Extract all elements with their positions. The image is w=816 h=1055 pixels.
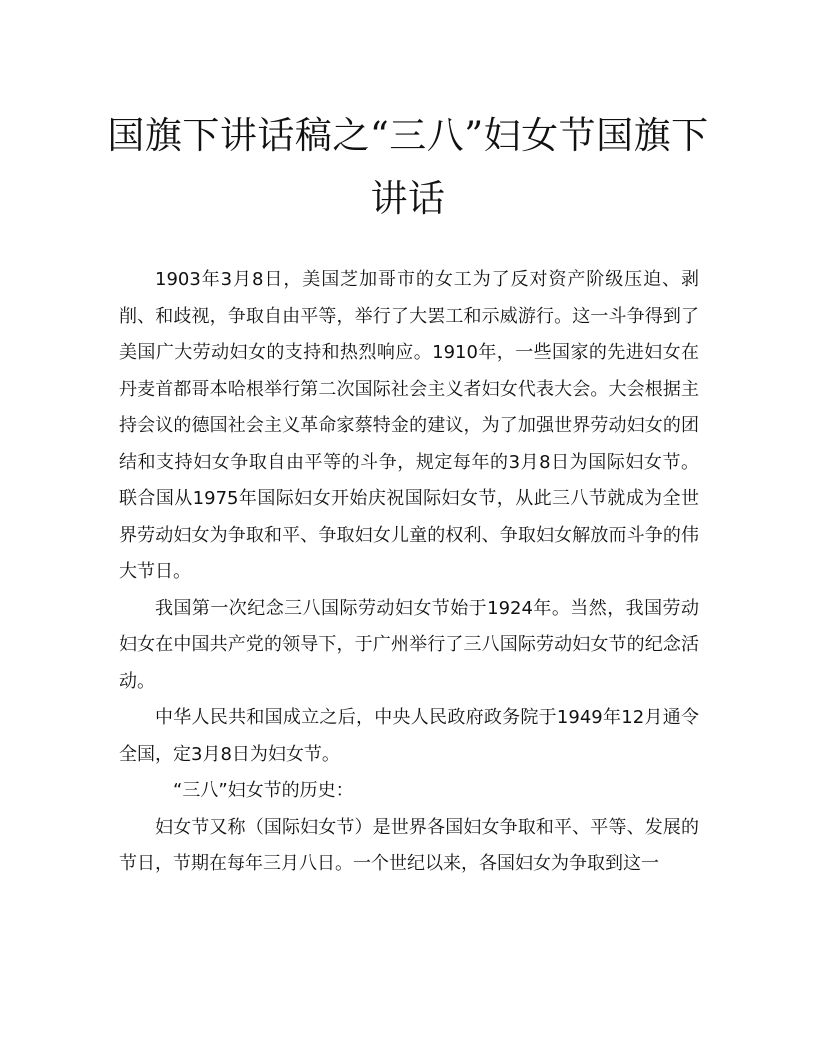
paragraph-origin: 1903年3月8日，美国芝加哥市的女工为了反对资产阶级压迫、剥削、和歧视，争取自由平等，举行了大罢工和示威游行。这一斗争得到了美国广大劳动妇女的支持和热烈响应。1910年，一些国家的先进妇女在丹麦首都哥本哈根举行第二次国际社会主义者妇女代表大会。大会根据主持会议的德国社会主义革命家蔡特金的建议，为了加强世界劳动妇女的团结和支持妇女争取自由平等的斗争，规定每年的3月8日为国际妇女节。联合国从1975年国际妇女开始庆祝国际妇女节，从此三八节就成为全世界劳动妇女为争取和平、争取妇女儿童的权利、争取妇女解放而斗争的伟大节日。 <box>119 269 699 582</box>
document-title: 国旗下讲话稿之“三八”妇女节国旗下讲话 <box>107 114 709 220</box>
paragraph-china-first: 我国第一次纪念三八国际劳动妇女节始于1924年。当然，我国劳动妇女在中国共产党的领导下，于广州举行了三八国际劳动妇女节的纪念活动。 <box>119 597 699 692</box>
section-heading-history: “三八”妇女节的历史： <box>173 780 354 801</box>
document-body <box>119 262 699 883</box>
paragraph-prc-decree: 中华人民共和国成立之后，中央人民政府政务院于1949年12月通令全国，定3月8日为妇女节。 <box>119 707 699 765</box>
paragraph-definition: 妇女节又称（国际妇女节）是世界各国妇女争取和平、平等、发展的节日，节期在每年三月八日。一个世纪以来，各国妇女为争取到这一 <box>119 816 699 874</box>
